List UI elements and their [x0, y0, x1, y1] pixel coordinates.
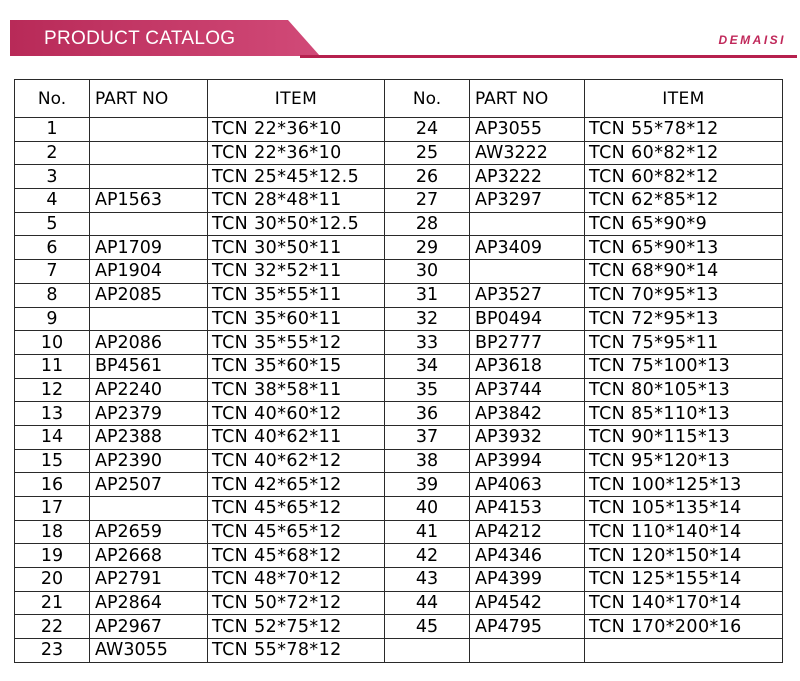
cell-item: TCN 80*105*13	[585, 378, 783, 402]
cell-part-no: AP3932	[470, 425, 585, 449]
cell-part-no: AP2085	[90, 283, 208, 307]
cell-part-no: AP3527	[470, 283, 585, 307]
col-header-no: No.	[15, 80, 90, 118]
cell-part-no: AP2390	[90, 449, 208, 473]
cell-part-no: AP3618	[470, 354, 585, 378]
cell-no: 37	[385, 425, 470, 449]
cell-no: 19	[15, 544, 90, 568]
table-row	[15, 544, 783, 568]
cell-no: 25	[385, 141, 470, 165]
cell-no: 20	[15, 568, 90, 592]
table-row	[15, 165, 783, 189]
cell-part-no: AP3222	[470, 165, 585, 189]
cell-part-no	[90, 497, 208, 521]
cell-no: 31	[385, 283, 470, 307]
cell-no: 33	[385, 331, 470, 355]
cell-part-no: AP1904	[90, 260, 208, 284]
cell-no: 9	[15, 307, 90, 331]
cell-part-no	[470, 639, 585, 663]
cell-item: TCN 45*65*12	[208, 497, 385, 521]
cell-item: TCN 50*72*12	[208, 591, 385, 615]
cell-item: TCN 38*58*11	[208, 378, 385, 402]
cell-item: TCN 55*78*12	[585, 118, 783, 142]
cell-item: TCN 110*140*14	[585, 520, 783, 544]
cell-item: TCN 72*95*13	[585, 307, 783, 331]
col-header-part-no: PART NO	[470, 80, 585, 118]
cell-part-no	[470, 260, 585, 284]
cell-item: TCN 170*200*16	[585, 615, 783, 639]
cell-no: 1	[15, 118, 90, 142]
cell-no: 35	[385, 378, 470, 402]
cell-part-no: AP3744	[470, 378, 585, 402]
cell-item: TCN 35*55*12	[208, 331, 385, 355]
cell-no: 39	[385, 473, 470, 497]
cell-part-no: AP2379	[90, 402, 208, 426]
cell-part-no: AP2967	[90, 615, 208, 639]
table-row	[15, 639, 783, 663]
cell-item: TCN 30*50*11	[208, 236, 385, 260]
cell-item: TCN 100*125*13	[585, 473, 783, 497]
cell-part-no: AP2864	[90, 591, 208, 615]
cell-item: TCN 25*45*12.5	[208, 165, 385, 189]
cell-part-no: AP4063	[470, 473, 585, 497]
cell-no: 41	[385, 520, 470, 544]
table-row	[15, 402, 783, 426]
table-row	[15, 189, 783, 213]
cell-part-no: AP4795	[470, 615, 585, 639]
cell-part-no: AP1563	[90, 189, 208, 213]
cell-no: 44	[385, 591, 470, 615]
cell-no: 16	[15, 473, 90, 497]
table-row	[15, 497, 783, 521]
cell-item: TCN 22*36*10	[208, 118, 385, 142]
cell-part-no	[470, 212, 585, 236]
cell-item: TCN 35*60*15	[208, 354, 385, 378]
cell-no: 43	[385, 568, 470, 592]
cell-item: TCN 22*36*10	[208, 141, 385, 165]
table-row	[15, 331, 783, 355]
table-row	[15, 260, 783, 284]
table-row	[15, 118, 783, 142]
header-divider	[300, 55, 797, 58]
cell-no: 23	[15, 639, 90, 663]
table-row	[15, 568, 783, 592]
cell-no: 14	[15, 425, 90, 449]
table-row	[15, 591, 783, 615]
cell-part-no: AP2388	[90, 425, 208, 449]
table-row	[15, 212, 783, 236]
cell-item: TCN 40*62*12	[208, 449, 385, 473]
cell-no: 5	[15, 212, 90, 236]
cell-item: TCN 125*155*14	[585, 568, 783, 592]
cell-part-no: AP2507	[90, 473, 208, 497]
cell-no: 38	[385, 449, 470, 473]
cell-item: TCN 45*65*12	[208, 520, 385, 544]
table-row	[15, 615, 783, 639]
cell-item: TCN 52*75*12	[208, 615, 385, 639]
cell-part-no: BP4561	[90, 354, 208, 378]
col-header-no: No.	[385, 80, 470, 118]
table-row	[15, 141, 783, 165]
table-row	[15, 283, 783, 307]
cell-no: 26	[385, 165, 470, 189]
cell-part-no: AP3409	[470, 236, 585, 260]
cell-no: 28	[385, 212, 470, 236]
cell-item: TCN 65*90*9	[585, 212, 783, 236]
cell-item: TCN 75*100*13	[585, 354, 783, 378]
table-row	[15, 473, 783, 497]
cell-no: 21	[15, 591, 90, 615]
cell-item: TCN 65*90*13	[585, 236, 783, 260]
cell-no: 27	[385, 189, 470, 213]
cell-item: TCN 140*170*14	[585, 591, 783, 615]
cell-item: TCN 60*82*12	[585, 141, 783, 165]
cell-no: 11	[15, 354, 90, 378]
cell-part-no	[90, 165, 208, 189]
cell-no: 29	[385, 236, 470, 260]
cell-no	[385, 639, 470, 663]
cell-item: TCN 68*90*14	[585, 260, 783, 284]
cell-item: TCN 95*120*13	[585, 449, 783, 473]
cell-item: TCN 62*85*12	[585, 189, 783, 213]
cell-no: 45	[385, 615, 470, 639]
table-row	[15, 354, 783, 378]
cell-item: TCN 35*55*11	[208, 283, 385, 307]
cell-part-no: AP2086	[90, 331, 208, 355]
table-row	[15, 449, 783, 473]
cell-no: 12	[15, 378, 90, 402]
cell-no: 7	[15, 260, 90, 284]
cell-no: 32	[385, 307, 470, 331]
cell-item: TCN 90*115*13	[585, 425, 783, 449]
cell-no: 40	[385, 497, 470, 521]
col-header-item: ITEM	[208, 80, 385, 118]
cell-part-no	[90, 212, 208, 236]
cell-item: TCN 30*50*12.5	[208, 212, 385, 236]
cell-item: TCN 35*60*11	[208, 307, 385, 331]
cell-no: 4	[15, 189, 90, 213]
cell-part-no: AP4399	[470, 568, 585, 592]
cell-no: 18	[15, 520, 90, 544]
table-row	[15, 307, 783, 331]
cell-no: 24	[385, 118, 470, 142]
catalog-table	[14, 79, 783, 663]
cell-part-no: AP1709	[90, 236, 208, 260]
cell-part-no: AP2659	[90, 520, 208, 544]
cell-item: TCN 55*78*12	[208, 639, 385, 663]
cell-no: 22	[15, 615, 90, 639]
table-header-row	[15, 80, 783, 118]
cell-part-no: AP2668	[90, 544, 208, 568]
cell-item: TCN 28*48*11	[208, 189, 385, 213]
cell-part-no: AP4542	[470, 591, 585, 615]
cell-part-no: AP4153	[470, 497, 585, 521]
cell-part-no: BP0494	[470, 307, 585, 331]
cell-part-no: AW3222	[470, 141, 585, 165]
cell-no: 10	[15, 331, 90, 355]
cell-part-no: AP3994	[470, 449, 585, 473]
cell-part-no: AP3297	[470, 189, 585, 213]
cell-no: 34	[385, 354, 470, 378]
cell-no: 42	[385, 544, 470, 568]
cell-no: 30	[385, 260, 470, 284]
col-header-item: ITEM	[585, 80, 783, 118]
cell-item: TCN 75*95*11	[585, 331, 783, 355]
cell-item	[585, 639, 783, 663]
brand-logo: DEMAISI	[718, 33, 786, 47]
col-header-part-no: PART NO	[90, 80, 208, 118]
cell-item: TCN 42*65*12	[208, 473, 385, 497]
cell-no: 36	[385, 402, 470, 426]
cell-no: 17	[15, 497, 90, 521]
cell-item: TCN 40*62*11	[208, 425, 385, 449]
table-row	[15, 520, 783, 544]
cell-item: TCN 85*110*13	[585, 402, 783, 426]
cell-no: 3	[15, 165, 90, 189]
cell-part-no: BP2777	[470, 331, 585, 355]
cell-item: TCN 70*95*13	[585, 283, 783, 307]
cell-part-no	[90, 141, 208, 165]
cell-item: TCN 32*52*11	[208, 260, 385, 284]
cell-no: 13	[15, 402, 90, 426]
cell-part-no: AP3842	[470, 402, 585, 426]
cell-no: 8	[15, 283, 90, 307]
cell-item: TCN 105*135*14	[585, 497, 783, 521]
cell-item: TCN 40*60*12	[208, 402, 385, 426]
cell-part-no: AP4346	[470, 544, 585, 568]
cell-part-no: AW3055	[90, 639, 208, 663]
cell-part-no: AP2240	[90, 378, 208, 402]
table-row	[15, 236, 783, 260]
cell-part-no	[90, 307, 208, 331]
cell-item: TCN 60*82*12	[585, 165, 783, 189]
page-title: PRODUCT CATALOG	[44, 28, 236, 49]
cell-no: 15	[15, 449, 90, 473]
cell-part-no: AP2791	[90, 568, 208, 592]
table-row	[15, 378, 783, 402]
catalog-header	[0, 0, 800, 66]
cell-item: TCN 120*150*14	[585, 544, 783, 568]
cell-no: 6	[15, 236, 90, 260]
cell-part-no: AP4212	[470, 520, 585, 544]
cell-part-no	[90, 118, 208, 142]
cell-item: TCN 45*68*12	[208, 544, 385, 568]
cell-no: 2	[15, 141, 90, 165]
table-row	[15, 425, 783, 449]
cell-item: TCN 48*70*12	[208, 568, 385, 592]
cell-part-no: AP3055	[470, 118, 585, 142]
